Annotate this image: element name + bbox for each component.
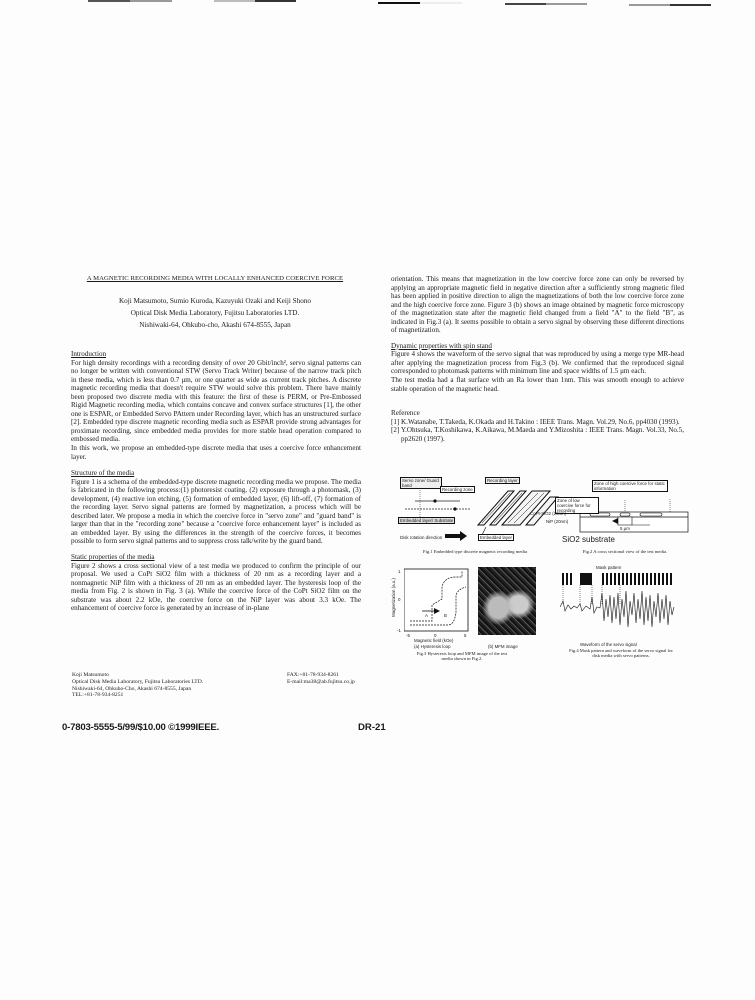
figure-3 <box>392 565 542 670</box>
section-heading-structure: Structure of the media <box>71 469 135 478</box>
copyright-line: 0-7803-5555-5/99/$10.00 ©1999IEEE. <box>62 722 220 733</box>
fig2-label-high-coercive: Zone of high coercive force for static information <box>592 480 668 492</box>
author-block <box>60 295 370 332</box>
figure-4 <box>548 565 698 670</box>
scan-mark <box>629 4 711 6</box>
fig2-label-nip: NiP (20nm) <box>546 519 569 524</box>
fig3-sub-b: (b) MFM image <box>488 644 518 649</box>
fig4-title: Mask pattern <box>596 565 622 570</box>
fig1-label-embedded-layer: Embedded layer <box>480 535 512 540</box>
mask-waveform-plot <box>560 571 680 637</box>
reference-item: [1] K.Watanabe, T.Takeda, K.Okada and H.Takino : IEEE Trans. Magn. Vol.29, No.6, pp4030 (1993). <box>391 417 680 426</box>
address: Nishiwaki-64, Ohkubo-cho, Akashi 674-8555, Japan <box>139 321 291 330</box>
fig3-ytick: 1 <box>398 569 401 574</box>
footer-name: Koji Matsumoto <box>72 672 109 678</box>
fig3-xtick: 0 <box>434 633 437 638</box>
fig2-label-low-coercive: Zone of low coercive force for recording <box>555 497 599 514</box>
reference-item: [2] Y.Ohtsuka, T.Koshikawa, K.Aikawa, M.Maeda and Y.Mizoshita : IEEE Trans. Magn. Vol.33, No.5, pp2620 (1997). <box>391 426 684 443</box>
scan-mark <box>88 0 172 2</box>
fig2-label-substrate: SiO2 substrate <box>562 535 615 544</box>
fig3-xlabel: Magnetic field (kOe) <box>414 638 454 643</box>
figure-2 <box>530 477 700 562</box>
dynamic-paragraph-1: Figure 4 shows the waveform of the servo signal that was reproduced by using a merge type MR-head after applying the magnetization process from Fig.3 (b). We confirmed that the reproduced signal corresponded to photomask patterns with minimum line and space widths of 1.5 μm each. <box>391 350 684 376</box>
paper-title: A MAGNETIC RECORDING MEDIA WITH LOCALLY ENHANCED COERCIVE FORCE <box>86 275 344 282</box>
fig3-caption: Fig.3 Hysteresis loop and MFM image of the test media shown in Fig.2. <box>416 651 508 662</box>
footer-tel: TEL:+81-78-934-8251 <box>72 692 124 699</box>
fig3-xtick: -5 <box>406 633 410 638</box>
intro-paragraph-1: For high density recordings with a recording density of over 20 Gbit/inch², servo signal patterns can no longer be written with conventional STW (Servo Track Writer) because of the narrow track pitch in these media, which is less than 0.7 μm, or one quarter as wide as current track pitches. A discrete magnetic recording media that doesn't require STW would solve this problem. There have mainly been proposed two discrete media with this feature: the first of these is PERM, or Pre-Embossed Rigid Magnetic recording media, which contains concave and convex surface structures [1], the other one is ESPAR, or Embedded Servo PAttern under Recording layer, which has an unstructured surface [2]. Embedded type discrete magnetic recording media such as ESPAR provide strong advantages for proximate recording, since embedded media provides for more stable head operation compared to embossed media. <box>71 358 361 444</box>
fig3-xtick: 5 <box>464 633 467 638</box>
section-heading-introduction: Introduction <box>71 350 107 358</box>
footer-contact <box>72 672 203 699</box>
footer-email: E-mail:ma38@ab.fujitsu.co.jp <box>287 678 355 685</box>
fig1-label-servo-zone: Servo zone/ Guard band <box>400 477 442 489</box>
fig1-label-recording-layer: Recording layer <box>487 478 518 483</box>
footer-contact-right <box>287 672 355 686</box>
fig3-ylabel: Magnetization (a.u.) <box>390 578 396 617</box>
fig1-label-rotation: Disk rotation direction <box>400 535 443 540</box>
fig2-label-width: 5 μm <box>620 526 630 531</box>
scan-mark <box>378 2 462 4</box>
fig4-sub: Waveform of the servo signal <box>580 642 637 647</box>
fig1-label-recording-zone: Recording zone <box>442 487 473 492</box>
mfm-image <box>478 567 536 635</box>
fig3-point-a: A <box>425 613 428 618</box>
static-paragraph-1: Figure 2 shows a cross sectional view of a test media we produced to confirm the principle of our proposal. We used a CoPt SiO2 film with a thickness of 20 nm as a recording layer and a nonmagnetic NiP film with a thickness of 20 nm as an embedded layer. The hysteresis loop of the media from Fig. 2 is shown in Fig. 3 (a). While the coercive force of the CoPt SiO2 film on the substrate was about 2.2 kOe, the coercive force on the NiP layer was about 3.3 kOe. The enhancement of coercive force is generated by an increase of in-plane <box>71 561 361 613</box>
fig3-ytick: 0 <box>398 597 401 602</box>
section-heading-static: Static properties of the media <box>71 553 155 562</box>
fig4-caption: Fig.4 Mask pattern and waveform of the servo signal for disk media with servo patterns. <box>569 648 673 659</box>
structure-paragraph: Figure 1 is a schema of the embedded-type discrete magnetic recording media we propose. The media is fabricated in the following process:(1) photoresist coating, (2) exposure through a photomask, (3) development, (4) reactive ion etching, (5) formation of embedded layer, (6) lift-off, (7) formation of the recording layer. Servo signal patterns are formed by magnetization, a process which will be described later. We propose a media in which the coercive force in "servo zone" and "guard band" is larger than that in the "recording zone" because a "coercive force enhancement layer" is included as an embedded layer. By using the differences in the strength of the coercive forces, it becomes possible to form servo signal patterns and to suppress cross talk/write by the guard band. <box>71 477 361 546</box>
fig1-caption: Fig.1 Embedded type discrete magnetic recording media <box>423 549 527 554</box>
left-column <box>71 350 361 613</box>
right-column <box>391 275 684 443</box>
footer-fax: FAX:+81-78-934-8261 <box>287 672 339 678</box>
static-paragraph-2: orientation. This means that magnetization in the low coercive force zone can only be reversed by applying an appropriate magnetic field in negative direction after a sufficiently strong magnetic filed has been applied in positive direction to align the magnetizations of both the low coercive force zone and the high coercive force zone. Figure 3 (b) shows an image obtained by magnetic force microscopy of the magnetization state after the magnetic field changed from a field "A" to the field "B", as indicated in Fig.3 (a). It seems possible to obtain a servo signal by observing these different directions of magnetization. <box>391 275 684 335</box>
authors: Koji Matsumoto, Sumio Kuroda, Kazuyuki Ozaki and Keiji Shono <box>118 297 312 305</box>
intro-paragraph-2: In this work, we propose an embedded-type discrete media that uses a coercive force enhancement layer. <box>71 444 361 461</box>
footer-address: Nishiwaki-64, Ohkubo-Cho, Akashi 674-8555, Japan <box>72 685 192 692</box>
section-heading-dynamic: Dynamic properties with spin stand <box>391 341 492 350</box>
fig3-ytick: -1 <box>397 628 401 633</box>
page-id: DR-21 <box>358 722 386 733</box>
fig2-caption: Fig.2 A cross sectional view of the test media. <box>582 549 668 554</box>
footer-lab: Optical Disk Media Laboratory, Fujitsu Laboratories LTD. <box>72 678 204 685</box>
section-heading-reference: Reference <box>391 409 420 418</box>
fig1-label-embedded-substrate: Embedded layer/ Substrate <box>400 518 454 523</box>
affiliation: Optical Disk Media Laboratory, Fujitsu Laboratories LTD. <box>130 309 300 318</box>
fig2-label-copt: CoPt-SiO2 (20nm) <box>530 511 567 516</box>
fig3-sub-a: (a) Hysteresis loop <box>414 644 451 649</box>
scan-mark <box>505 3 587 5</box>
hysteresis-loop-plot <box>404 567 484 637</box>
fig3-point-b: B <box>444 613 447 618</box>
scan-mark <box>214 0 296 2</box>
figure-1 <box>390 477 560 562</box>
dynamic-paragraph-2: The test media had a flat surface with an Ra lower than 1nm. This was smooth enough to achieve stable operation of the magnetic head. <box>391 376 684 393</box>
